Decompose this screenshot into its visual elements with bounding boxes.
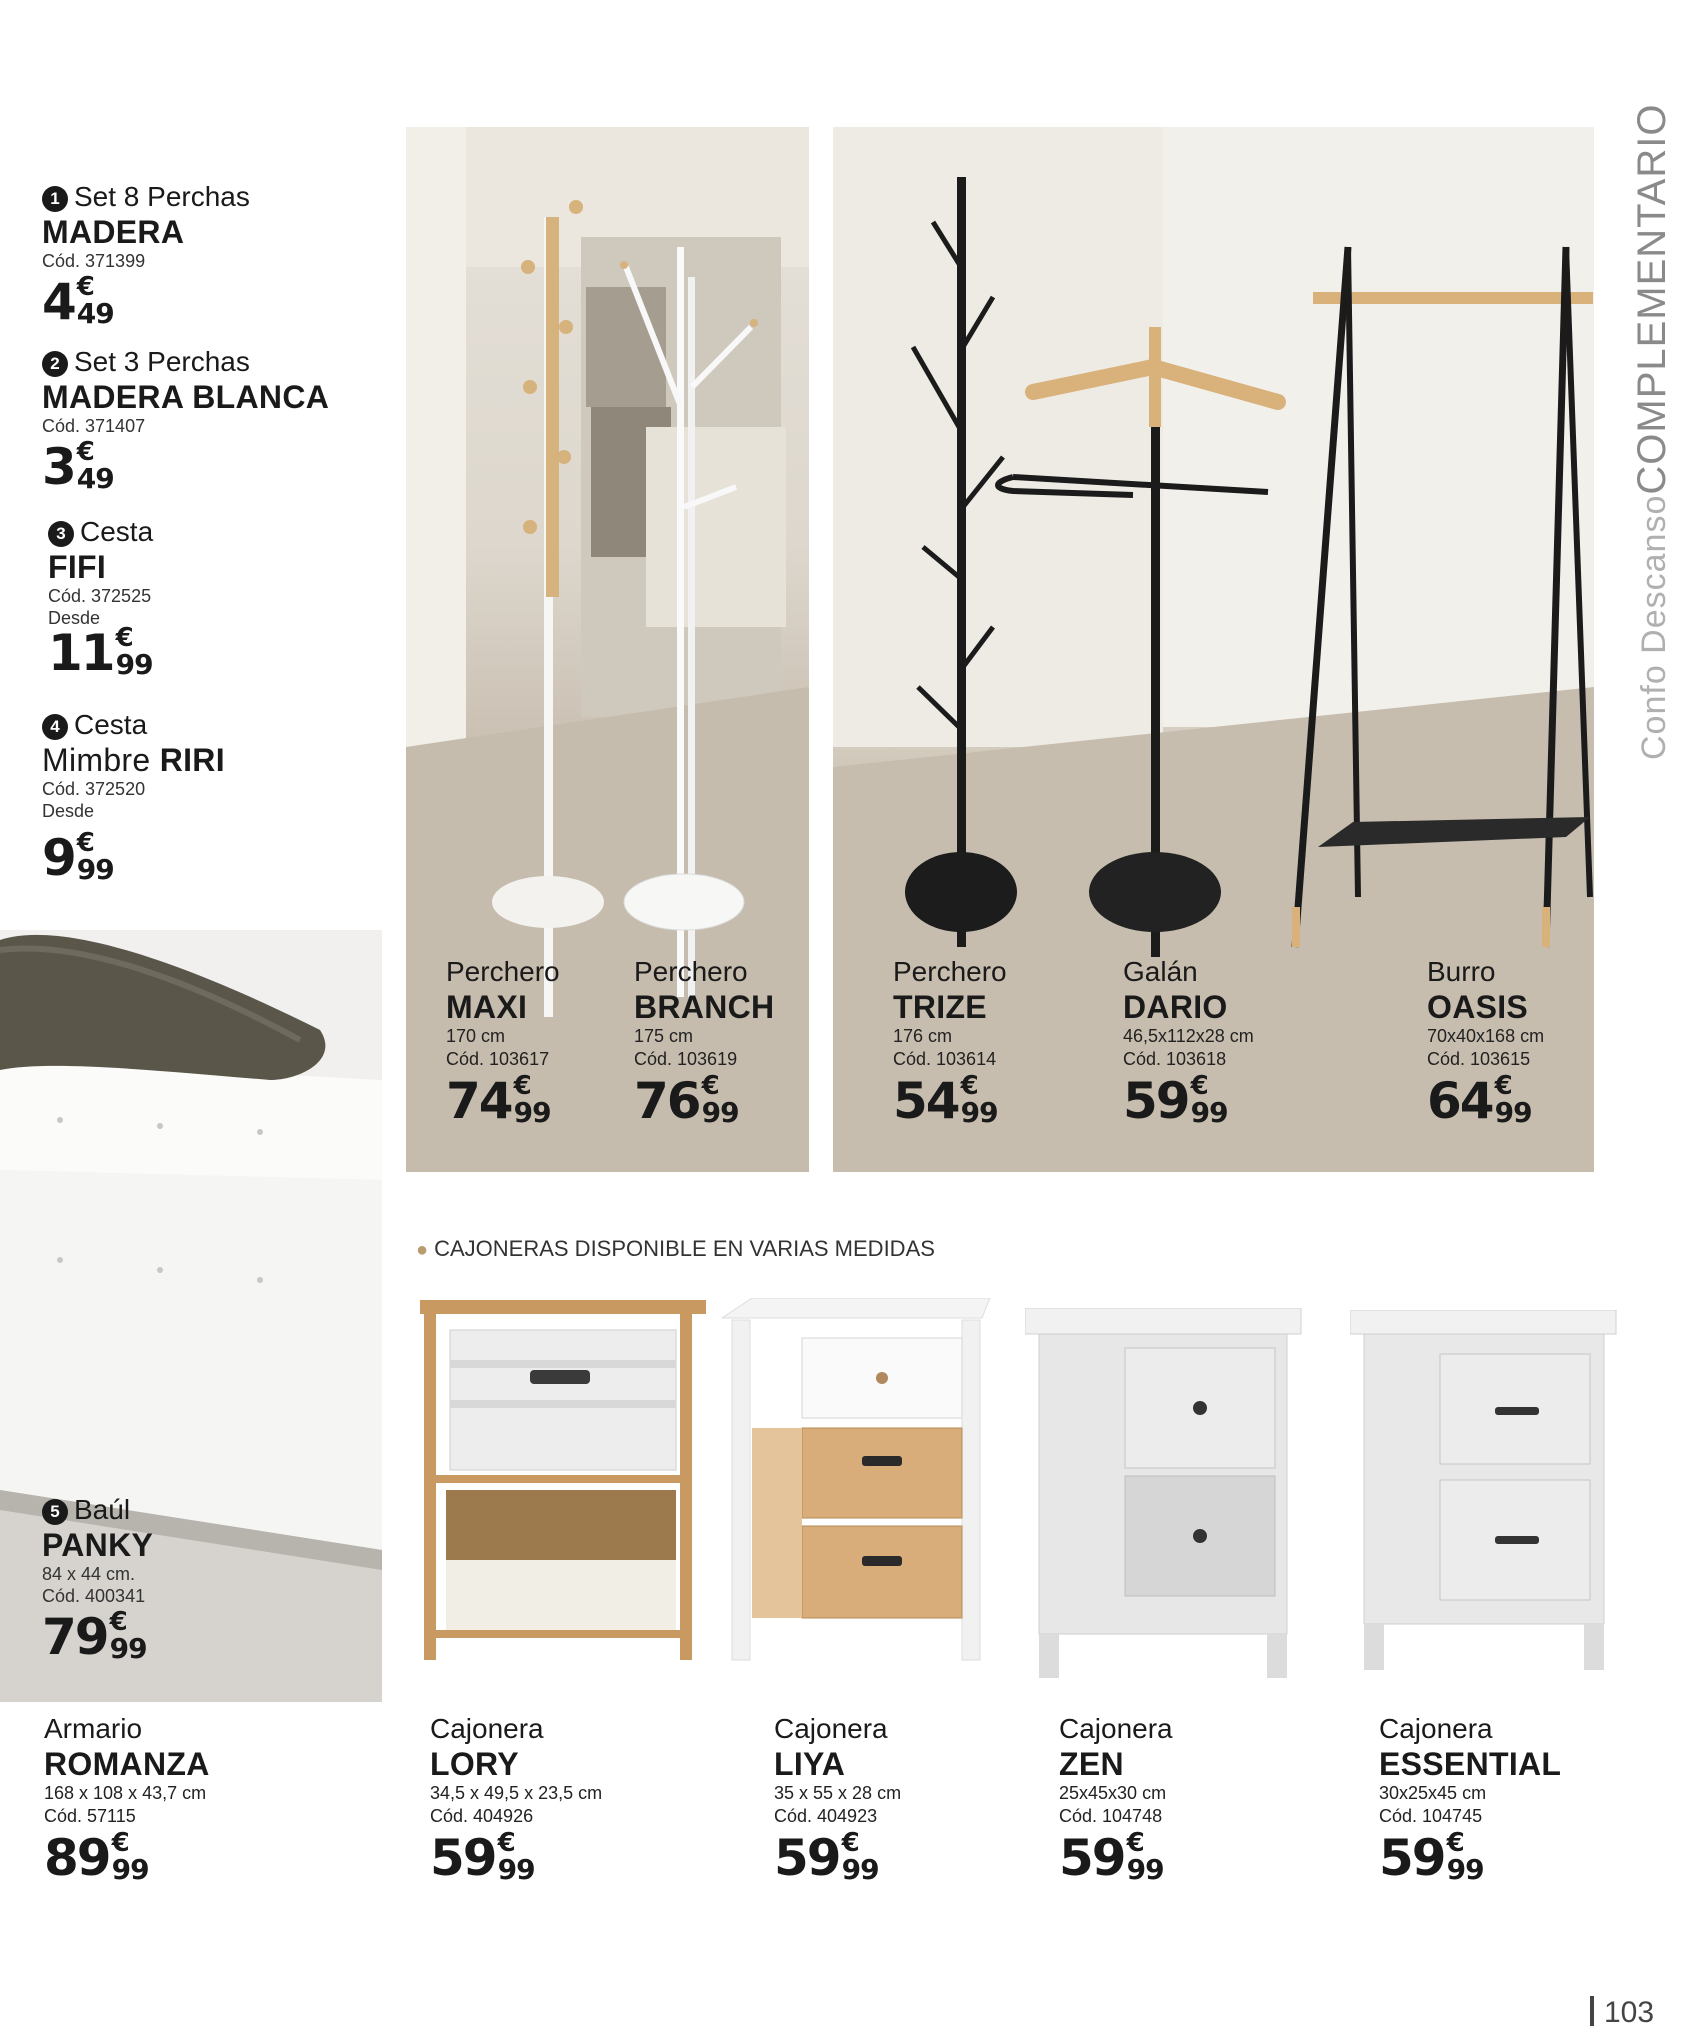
price-cents: 99 (841, 1853, 879, 1886)
price-integer: 74 (446, 1072, 512, 1130)
product-name (42, 742, 372, 778)
currency-symbol: € (497, 1828, 516, 1858)
currency-symbol: € (109, 1607, 128, 1637)
price-integer: 54 (893, 1072, 959, 1130)
product-type: Burro (1427, 956, 1496, 987)
product-dimensions: 34,5 x 49,5 x 23,5 cm (430, 1783, 603, 1803)
price (634, 1071, 739, 1131)
product-name: LORY (430, 1746, 519, 1782)
price-cents: 99 (960, 1096, 998, 1129)
product-dimensions: 35 x 55 x 28 cm (774, 1783, 902, 1803)
price-cents: 99 (1126, 1853, 1164, 1886)
item-number-badge: 3 (48, 521, 74, 547)
price (48, 623, 153, 683)
product-name: MAXI (446, 989, 528, 1025)
currency-symbol: € (1446, 1828, 1465, 1858)
product-name: ESSENTIAL (1379, 1746, 1562, 1782)
product-code: Cód. 103618 (1123, 1049, 1227, 1069)
product-code: Cód. 372520 (42, 779, 146, 799)
price-cents: 99 (76, 853, 114, 886)
product-code: Cód. 371399 (42, 251, 146, 271)
product-name: FIFI (48, 549, 107, 585)
currency-symbol: € (76, 272, 95, 302)
product-dimensions: 30x25x45 cm (1379, 1783, 1487, 1803)
price-integer: 59 (1123, 1072, 1189, 1130)
product-code: Cód. 103614 (893, 1049, 997, 1069)
price-integer: 4 (42, 273, 75, 331)
cajonera-liya-image (722, 1298, 992, 1678)
product-type (48, 515, 378, 549)
product-perchero-maxi (446, 955, 560, 1131)
product-burro-oasis (1427, 955, 1544, 1131)
product-dimensions: 170 cm (446, 1026, 506, 1046)
price-integer: 76 (634, 1072, 700, 1130)
price-cents: 99 (115, 648, 153, 681)
currency-symbol: € (76, 828, 95, 858)
coat-racks-photo-panel-2 (833, 127, 1594, 1172)
product-code: Cód. 371407 (42, 416, 146, 436)
product-dimensions: 25x45x30 cm (1059, 1783, 1167, 1803)
price-cents: 99 (111, 1853, 149, 1886)
product-line1: Cesta (74, 709, 148, 740)
price (42, 437, 114, 497)
price (42, 272, 114, 332)
availability-note-text: CAJONERAS DISPONIBLE EN VARIAS MEDIDAS (434, 1236, 935, 1261)
price-integer: 9 (42, 829, 75, 887)
product-name: BRANCH (634, 989, 775, 1025)
product-name: OASIS (1427, 989, 1529, 1025)
product-type (42, 180, 372, 214)
product-line1: Cesta (80, 516, 154, 547)
product-type: Cajonera (1059, 1713, 1173, 1744)
product-set-3-perchas (42, 345, 372, 497)
product-name: LIYA (774, 1746, 846, 1782)
cajonera-zen-image (1025, 1308, 1305, 1678)
page-number-divider (1590, 1996, 1594, 2026)
price-cents: 99 (1446, 1853, 1484, 1886)
price (430, 1828, 535, 1888)
price-integer: 89 (44, 1829, 110, 1887)
product-type: Cajonera (774, 1713, 888, 1744)
product-code: Cód. 103619 (634, 1049, 738, 1069)
currency-symbol: € (513, 1071, 532, 1101)
price (1379, 1828, 1484, 1888)
product-code: Cód. 103617 (446, 1049, 550, 1069)
section-title-part1: Confo Descanso (1635, 494, 1673, 760)
product-type (42, 1493, 372, 1527)
item-number-badge: 1 (42, 186, 68, 212)
price-integer: 59 (430, 1829, 496, 1887)
page-number (1590, 1996, 1654, 2030)
price (44, 1828, 149, 1888)
product-name: MADERA BLANCA (42, 379, 330, 415)
price-integer: 59 (774, 1829, 840, 1887)
price-cents: 99 (513, 1096, 551, 1129)
currency-symbol: € (960, 1071, 979, 1101)
price-integer: 11 (48, 624, 114, 682)
product-name-prefix: Mimbre (42, 742, 151, 778)
product-type (42, 708, 372, 742)
coat-racks-photo-panel-1 (406, 127, 809, 1172)
product-type: Perchero (893, 956, 1007, 987)
product-cajonera-lory (430, 1712, 602, 1888)
product-name: DARIO (1123, 989, 1228, 1025)
product-set-8-perchas (42, 180, 372, 332)
price-cents: 99 (109, 1632, 147, 1665)
cajonera-lory-image (410, 1290, 710, 1670)
currency-symbol: € (111, 1828, 130, 1858)
product-cajonera-essential (1379, 1712, 1561, 1888)
currency-symbol: € (115, 623, 134, 653)
product-name: PANKY (42, 1527, 154, 1563)
product-dimensions: 70x40x168 cm (1427, 1026, 1545, 1046)
currency-symbol: € (841, 1828, 860, 1858)
price-integer: 64 (1427, 1072, 1493, 1130)
product-cesta-riri (42, 708, 372, 888)
price (1427, 1071, 1532, 1131)
product-cajonera-liya (774, 1712, 901, 1888)
product-code: Cód. 104745 (1379, 1806, 1483, 1826)
product-cajonera-zen (1059, 1712, 1173, 1888)
cajonera-essential-image (1350, 1310, 1620, 1670)
product-line1: Set 8 Perchas (74, 181, 250, 212)
price-from-label: Desde (42, 801, 95, 821)
product-dimensions: 168 x 108 x 43,7 cm (44, 1783, 207, 1803)
product-code: Cód. 404923 (774, 1806, 878, 1826)
price-cents: 99 (701, 1096, 739, 1129)
product-name: ROMANZA (44, 1746, 210, 1782)
product-dimensions: 176 cm (893, 1026, 953, 1046)
product-line1: Baúl (74, 1494, 131, 1525)
currency-symbol: € (76, 437, 95, 467)
price-cents: 99 (1190, 1096, 1228, 1129)
product-perchero-branch (634, 955, 774, 1131)
price-from-label: Desde (48, 608, 101, 628)
price-integer: 59 (1059, 1829, 1125, 1887)
product-type: Perchero (446, 956, 560, 987)
price (42, 828, 114, 888)
section-title-vertical (1630, 104, 1675, 760)
product-name: TRIZE (893, 989, 987, 1025)
product-type: Cajonera (1379, 1713, 1493, 1744)
product-code: Cód. 104748 (1059, 1806, 1163, 1826)
price (893, 1071, 998, 1131)
bullet-icon: ● (416, 1239, 429, 1261)
product-code: Cód. 57115 (44, 1806, 136, 1826)
product-code: Cód. 400341 (42, 1586, 146, 1606)
product-armario-romanza (44, 1712, 210, 1888)
price (42, 1607, 147, 1667)
product-perchero-trize (893, 955, 1007, 1131)
item-number-badge: 4 (42, 714, 68, 740)
price-integer: 3 (42, 438, 75, 496)
item-number-badge: 5 (42, 1499, 68, 1525)
price-cents: 49 (76, 297, 114, 330)
product-code: Cód. 103615 (1427, 1049, 1531, 1069)
product-dimensions: 46,5x112x28 cm (1123, 1026, 1254, 1046)
product-type (42, 345, 372, 379)
price-integer: 79 (42, 1608, 108, 1666)
product-type: Armario (44, 1713, 143, 1744)
price (774, 1828, 879, 1888)
product-code: Cód. 404926 (430, 1806, 534, 1826)
section-title-part2: COMPLEMENTARIO (1630, 103, 1674, 495)
price (1123, 1071, 1228, 1131)
product-cesta-fifi (48, 515, 378, 683)
price-cents: 49 (76, 462, 114, 495)
currency-symbol: € (1494, 1071, 1513, 1101)
product-name: MADERA (42, 214, 185, 250)
product-name-main: RIRI (159, 742, 225, 778)
price-integer: 59 (1379, 1829, 1445, 1887)
price-cents: 99 (497, 1853, 535, 1886)
product-type: Perchero (634, 956, 748, 987)
product-dimensions: 84 x 44 cm. (42, 1564, 136, 1584)
price (446, 1071, 551, 1131)
currency-symbol: € (1126, 1828, 1145, 1858)
currency-symbol: € (1190, 1071, 1209, 1101)
availability-note (416, 1236, 935, 1262)
product-name: ZEN (1059, 1746, 1124, 1782)
item-number-badge: 2 (42, 351, 68, 377)
price-cents: 99 (1494, 1096, 1532, 1129)
product-type: Galán (1123, 956, 1198, 987)
page-number-text: 103 (1604, 1996, 1655, 2029)
product-code: Cód. 372525 (48, 586, 152, 606)
price (1059, 1828, 1164, 1888)
product-dimensions: 175 cm (634, 1026, 694, 1046)
product-type: Cajonera (430, 1713, 544, 1744)
product-line1: Set 3 Perchas (74, 346, 250, 377)
product-galan-dario (1123, 955, 1254, 1131)
currency-symbol: € (701, 1071, 720, 1101)
product-baul-panky (42, 1493, 372, 1667)
